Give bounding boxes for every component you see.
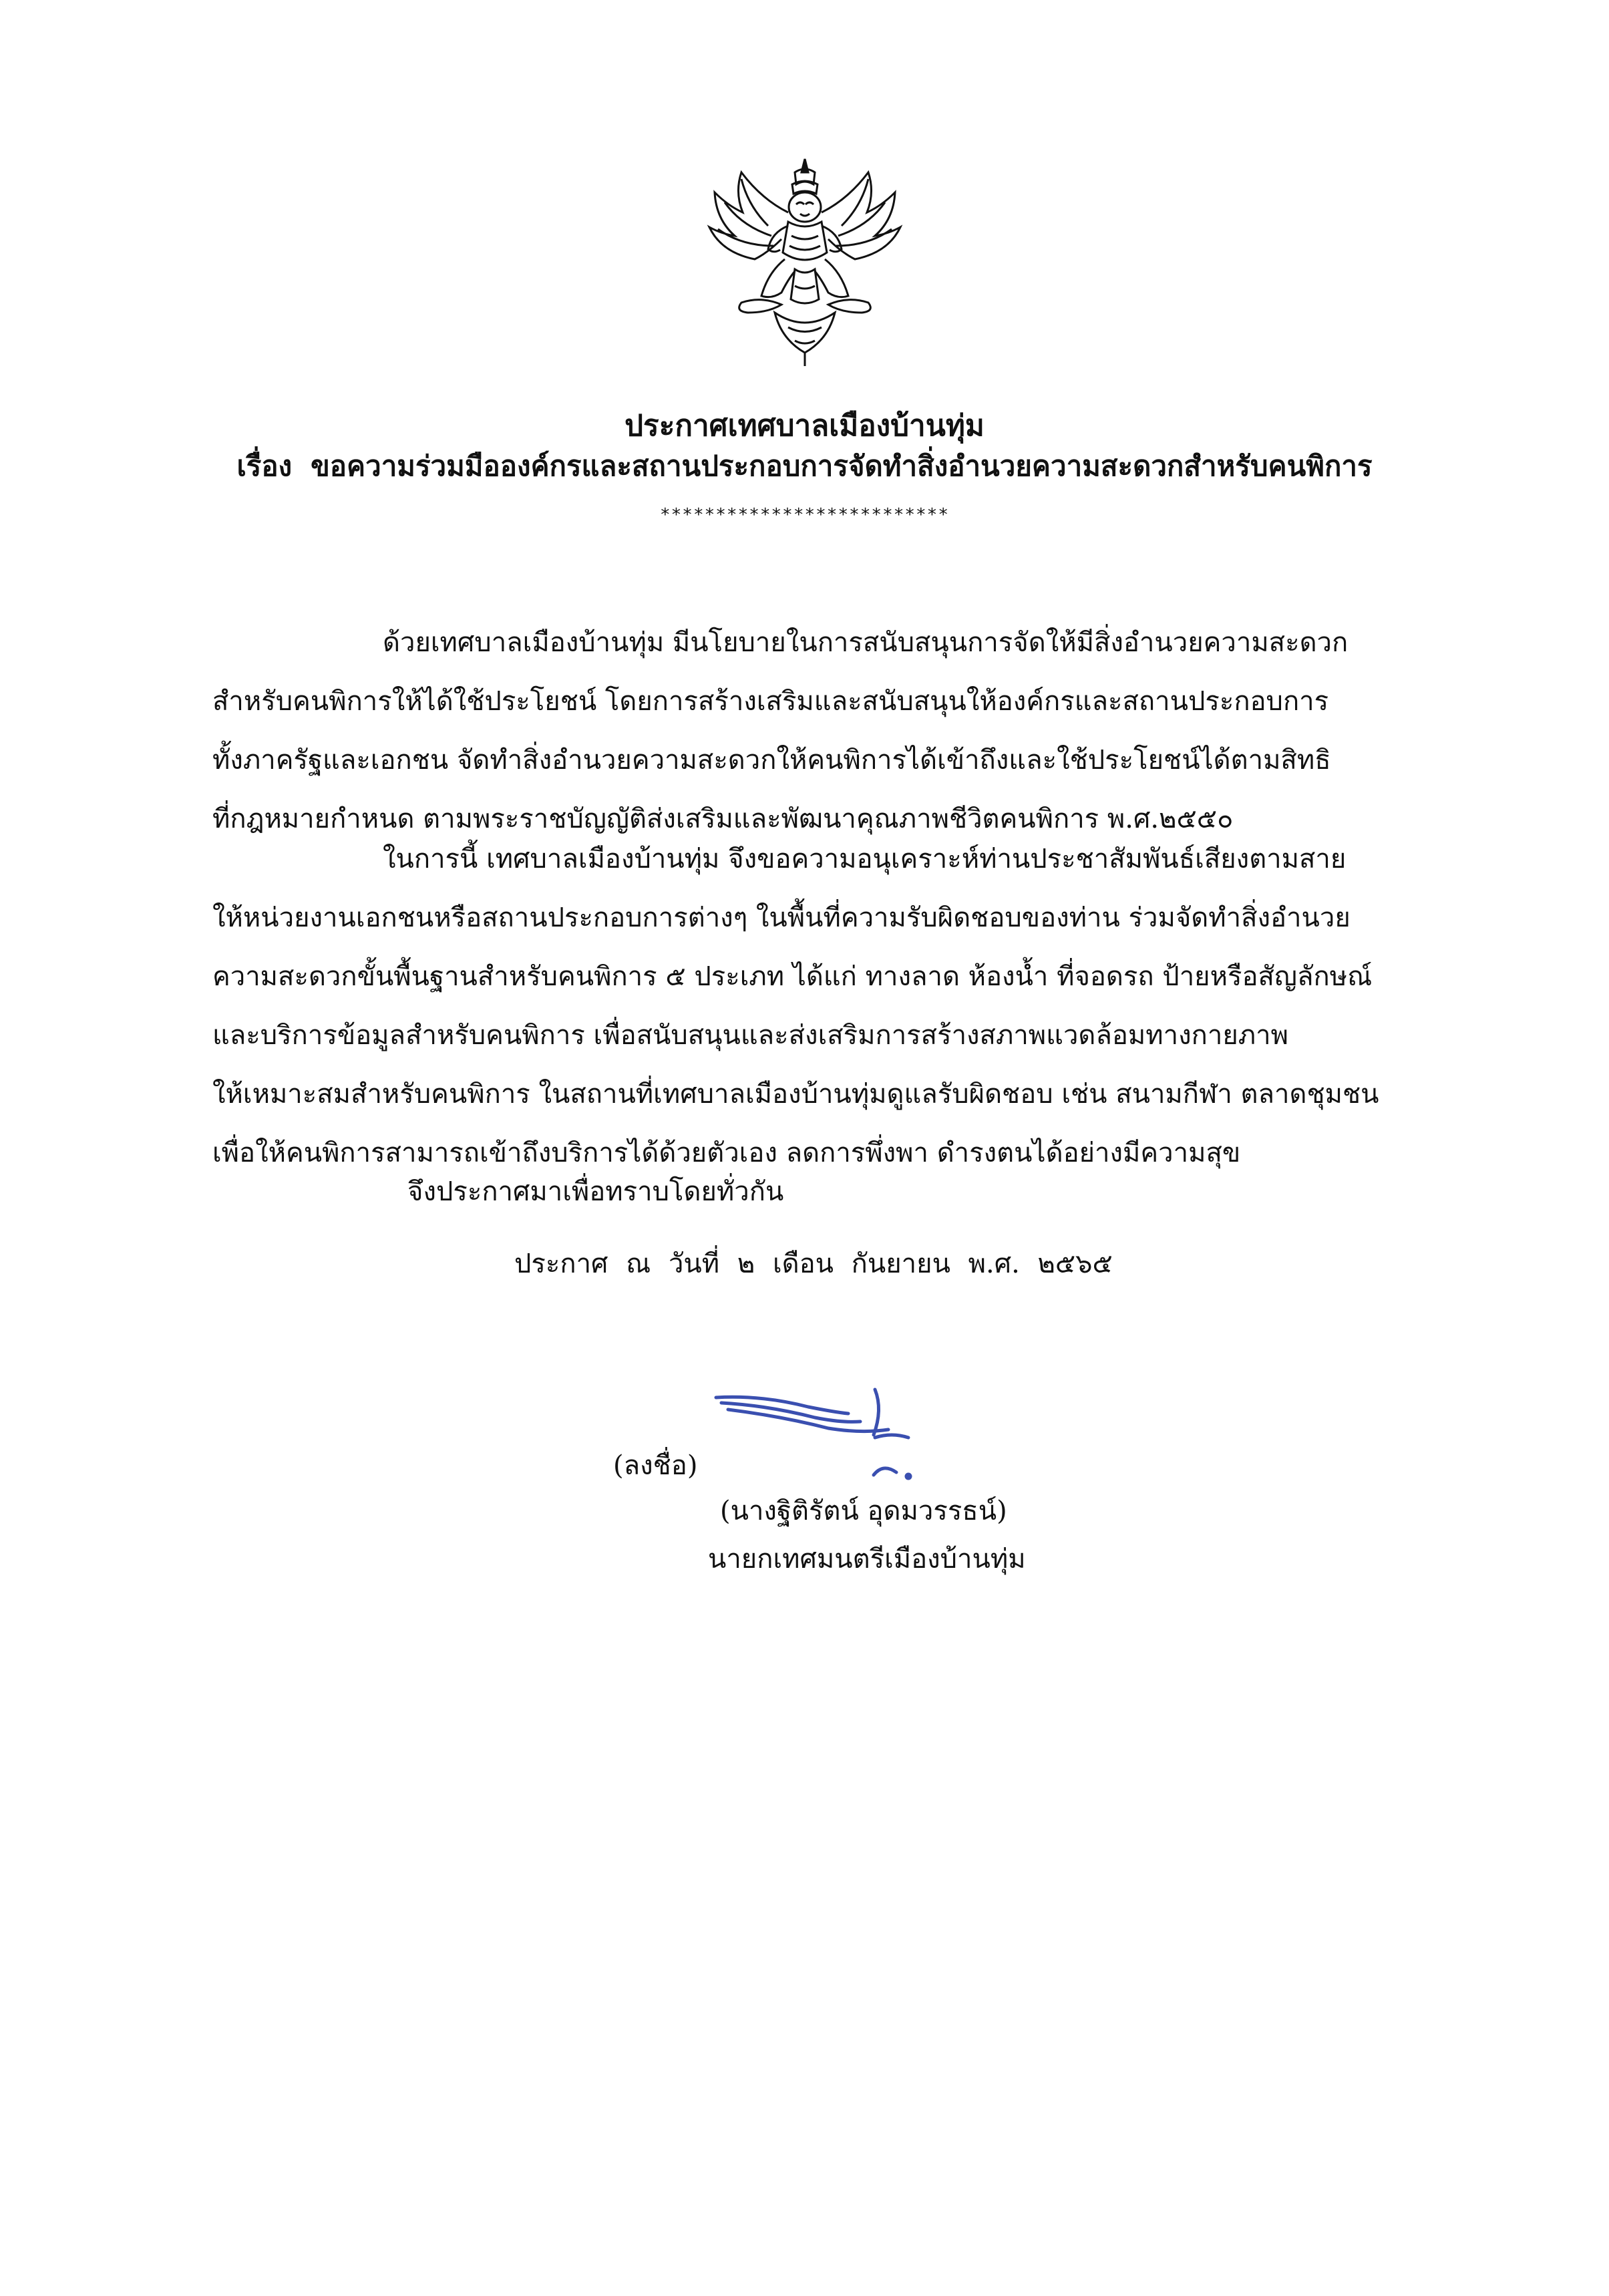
paragraph-line: ในการนี้ เทศบาลเมืองบ้านทุ่ม จึงขอความอนุเคราะห์ท่านประชาสัมพันธ์เสียงตามสาย	[383, 844, 1347, 874]
paragraph-line: ที่กฎหมายกำหนด ตามพระราชบัญญัติส่งเสริมและพัฒนาคุณภาพชีวิตคนพิการ พ.ศ.๒๕๕๐	[212, 804, 1234, 834]
announcement-date: ประกาศ ณ วันที่ ๒ เดือน กันยายน พ.ศ. ๒๕๖๕	[514, 1249, 1113, 1279]
subject-text: ขอความร่วมมือองค์กรและสถานประกอบการจัดทำสิ่งอำนวยความสะดวกสำหรับคนพิการ	[311, 450, 1373, 482]
paragraph-2	[212, 830, 1459, 1182]
paragraph-line: ทั้งภาครัฐและเอกชน จัดทำสิ่งอำนวยความสะดวกให้คนพิการได้เข้าถึงและใช้ประโยชน์ได้ตามสิทธิ	[212, 745, 1331, 776]
announcement-title: ประกาศเทศบาลเมืองบ้านทุ่ม	[624, 409, 985, 443]
closing-statement: จึงประกาศมาเพื่อทราบโดยทั่วกัน	[407, 1176, 784, 1207]
signer-name: (นางฐิติรัตน์ อุดมวรรธน์)	[720, 1496, 1007, 1526]
separator-line: **************************	[660, 505, 949, 525]
subject-label: เรื่อง	[236, 450, 293, 482]
signer-position: นายกเทศมนตรีเมืองบ้านทุ่ม	[708, 1544, 1026, 1575]
signed-label: (ลงชื่อ)	[613, 1450, 698, 1481]
announcement-subject	[0, 446, 1609, 486]
handwritten-signature	[708, 1383, 928, 1483]
paragraph-line: ให้เหมาะสมสำหรับคนพิการ ในสถานที่เทศบาลเมืองบ้านทุ่มดูแลรับผิดชอบ เช่น สนามกีฬา ตลาดชุมชน	[212, 1079, 1379, 1110]
garuda-emblem-icon	[695, 152, 915, 373]
paragraph-line: เพื่อให้คนพิการสามารถเข้าถึงบริการได้ด้วยตัวเอง ลดการพึ่งพา ดำรงตนได้อย่างมีความสุข	[212, 1138, 1241, 1168]
paragraph-1	[212, 613, 1459, 848]
paragraph-line: ด้วยเทศบาลเมืองบ้านทุ่ม มีนโยบายในการสนับสนุนการจัดให้มีสิ่งอำนวยความสะดวก	[383, 627, 1349, 658]
paragraph-line: ให้หน่วยงานเอกชนหรือสถานประกอบการต่างๆ ในพื้นที่ความรับผิดชอบของท่าน ร่วมจัดทำสิ่งอำนวย	[212, 903, 1351, 933]
paragraph-line: และบริการข้อมูลสำหรับคนพิการ เพื่อสนับสนุนและส่งเสริมการสร้างสภาพแวดล้อมทางกายภาพ	[212, 1020, 1288, 1051]
paragraph-line: สำหรับคนพิการให้ได้ใช้ประโยชน์ โดยการสร้างเสริมและสนับสนุนให้องค์กรและสถานประกอบการ	[212, 686, 1329, 717]
paragraph-line: ความสะดวกขั้นพื้นฐานสำหรับคนพิการ ๕ ประเภท ได้แก่ ทางลาด ห้องน้ำ ที่จอดรถ ป้ายหรือสัญลักษณ์	[212, 961, 1373, 992]
